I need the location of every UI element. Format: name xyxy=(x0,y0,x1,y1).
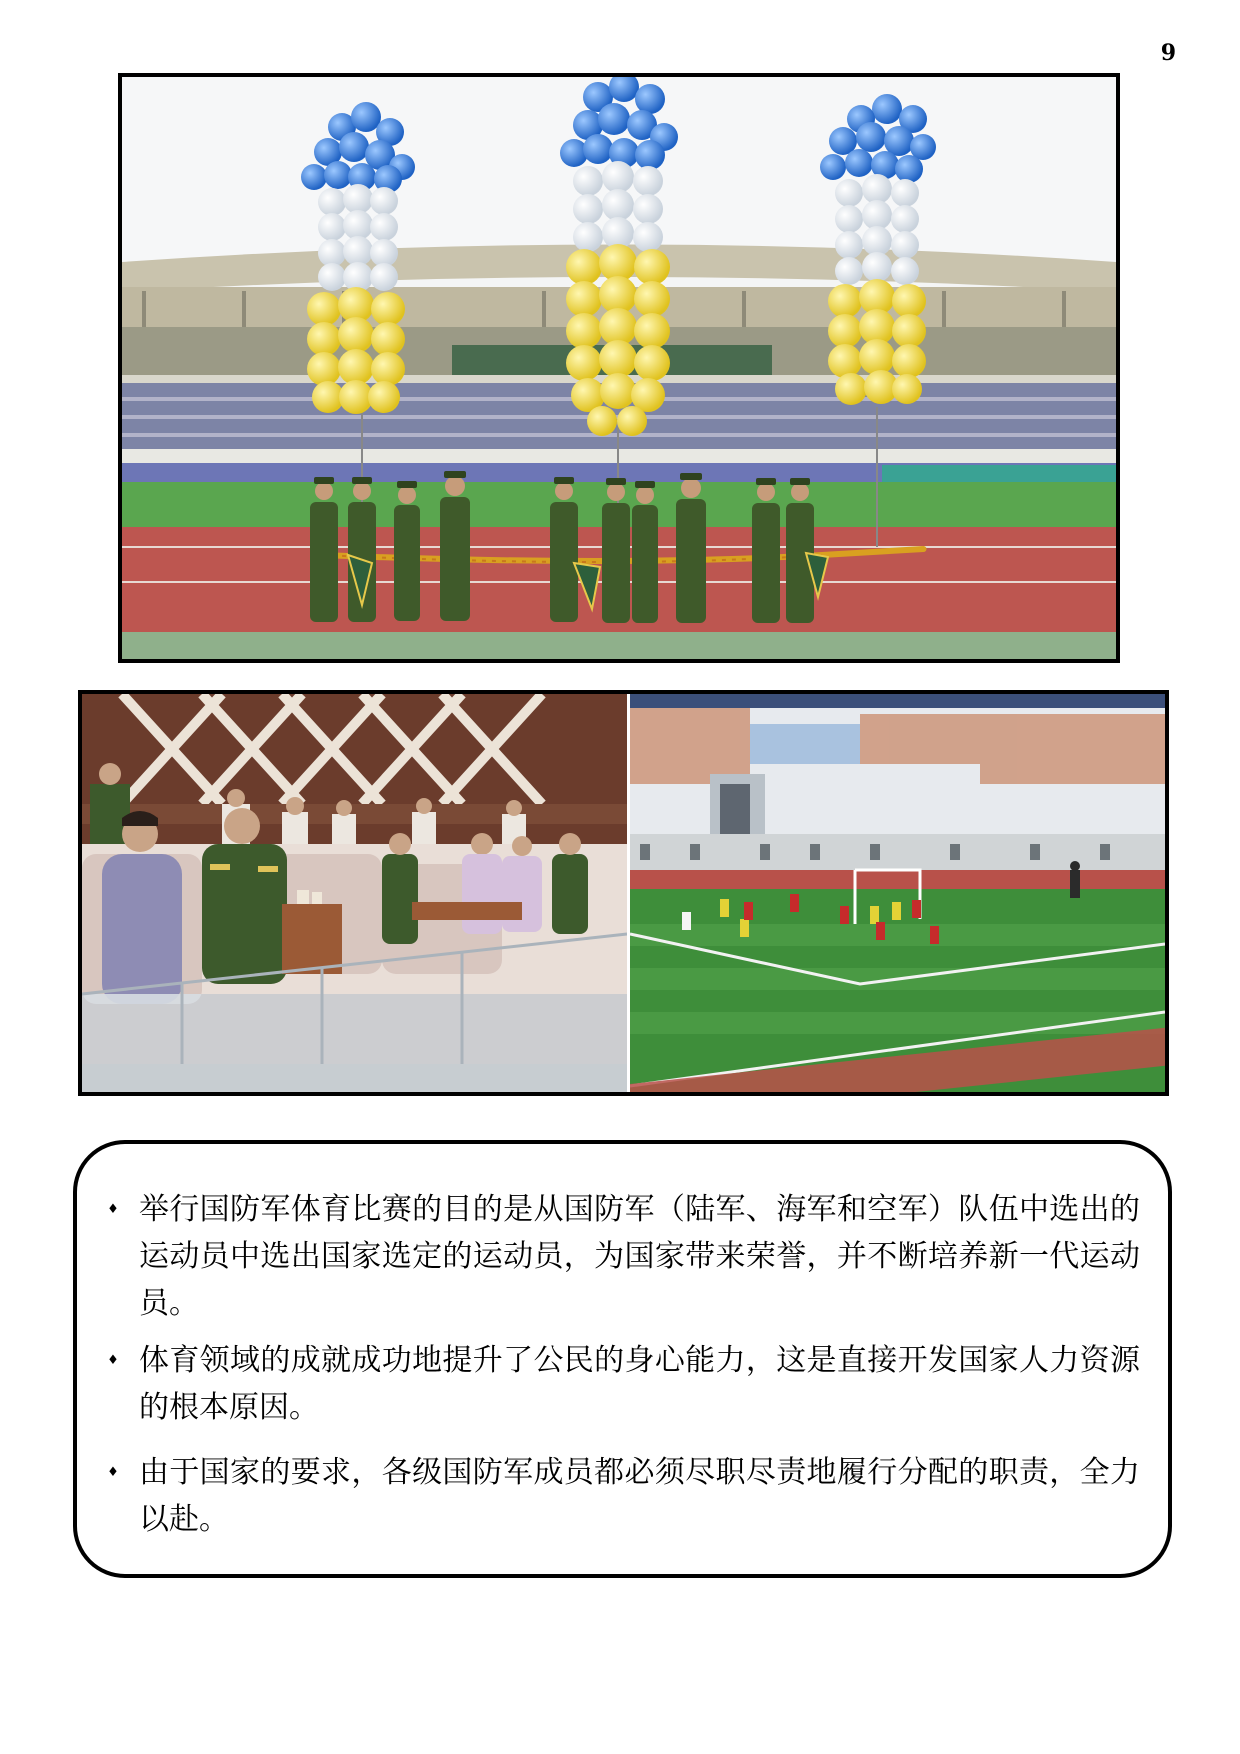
photo-balloon-ceremony xyxy=(118,73,1120,663)
key-point-2 xyxy=(107,1337,1140,1431)
key-points-box xyxy=(73,1140,1172,1578)
key-point-1 xyxy=(107,1186,1140,1327)
diamond-bullet-icon: ♦ xyxy=(107,1202,119,1217)
key-point-text: 由于国家的要求，各级国防军成员都必须尽职尽责地履行分配的职责，全力以赴。 xyxy=(139,1455,1140,1537)
key-point-text: 体育领域的成就成功地提升了公民的身心能力，这是直接开发国家人力资源的根本原因。 xyxy=(139,1343,1140,1425)
diamond-bullet-icon: ♦ xyxy=(107,1353,119,1368)
photo-spectator-stand xyxy=(82,694,627,1092)
photo-football-match xyxy=(630,694,1165,1092)
balloon-ceremony-illustration xyxy=(122,77,1116,659)
key-point-3 xyxy=(107,1449,1140,1543)
page-number: 9 xyxy=(1160,40,1176,66)
key-points-list xyxy=(107,1186,1140,1553)
football-match-illustration xyxy=(630,694,1165,1092)
diamond-bullet-icon: ♦ xyxy=(107,1465,119,1480)
spectator-stand-illustration xyxy=(82,694,627,1092)
key-point-text: 举行国防军体育比赛的目的是从国防军（陆军、海军和空军）队伍中选出的运动员中选出国家选定的运动员，为国家带来荣誉，并不断培养新一代运动员。 xyxy=(139,1192,1140,1321)
photo-pair xyxy=(78,690,1169,1096)
